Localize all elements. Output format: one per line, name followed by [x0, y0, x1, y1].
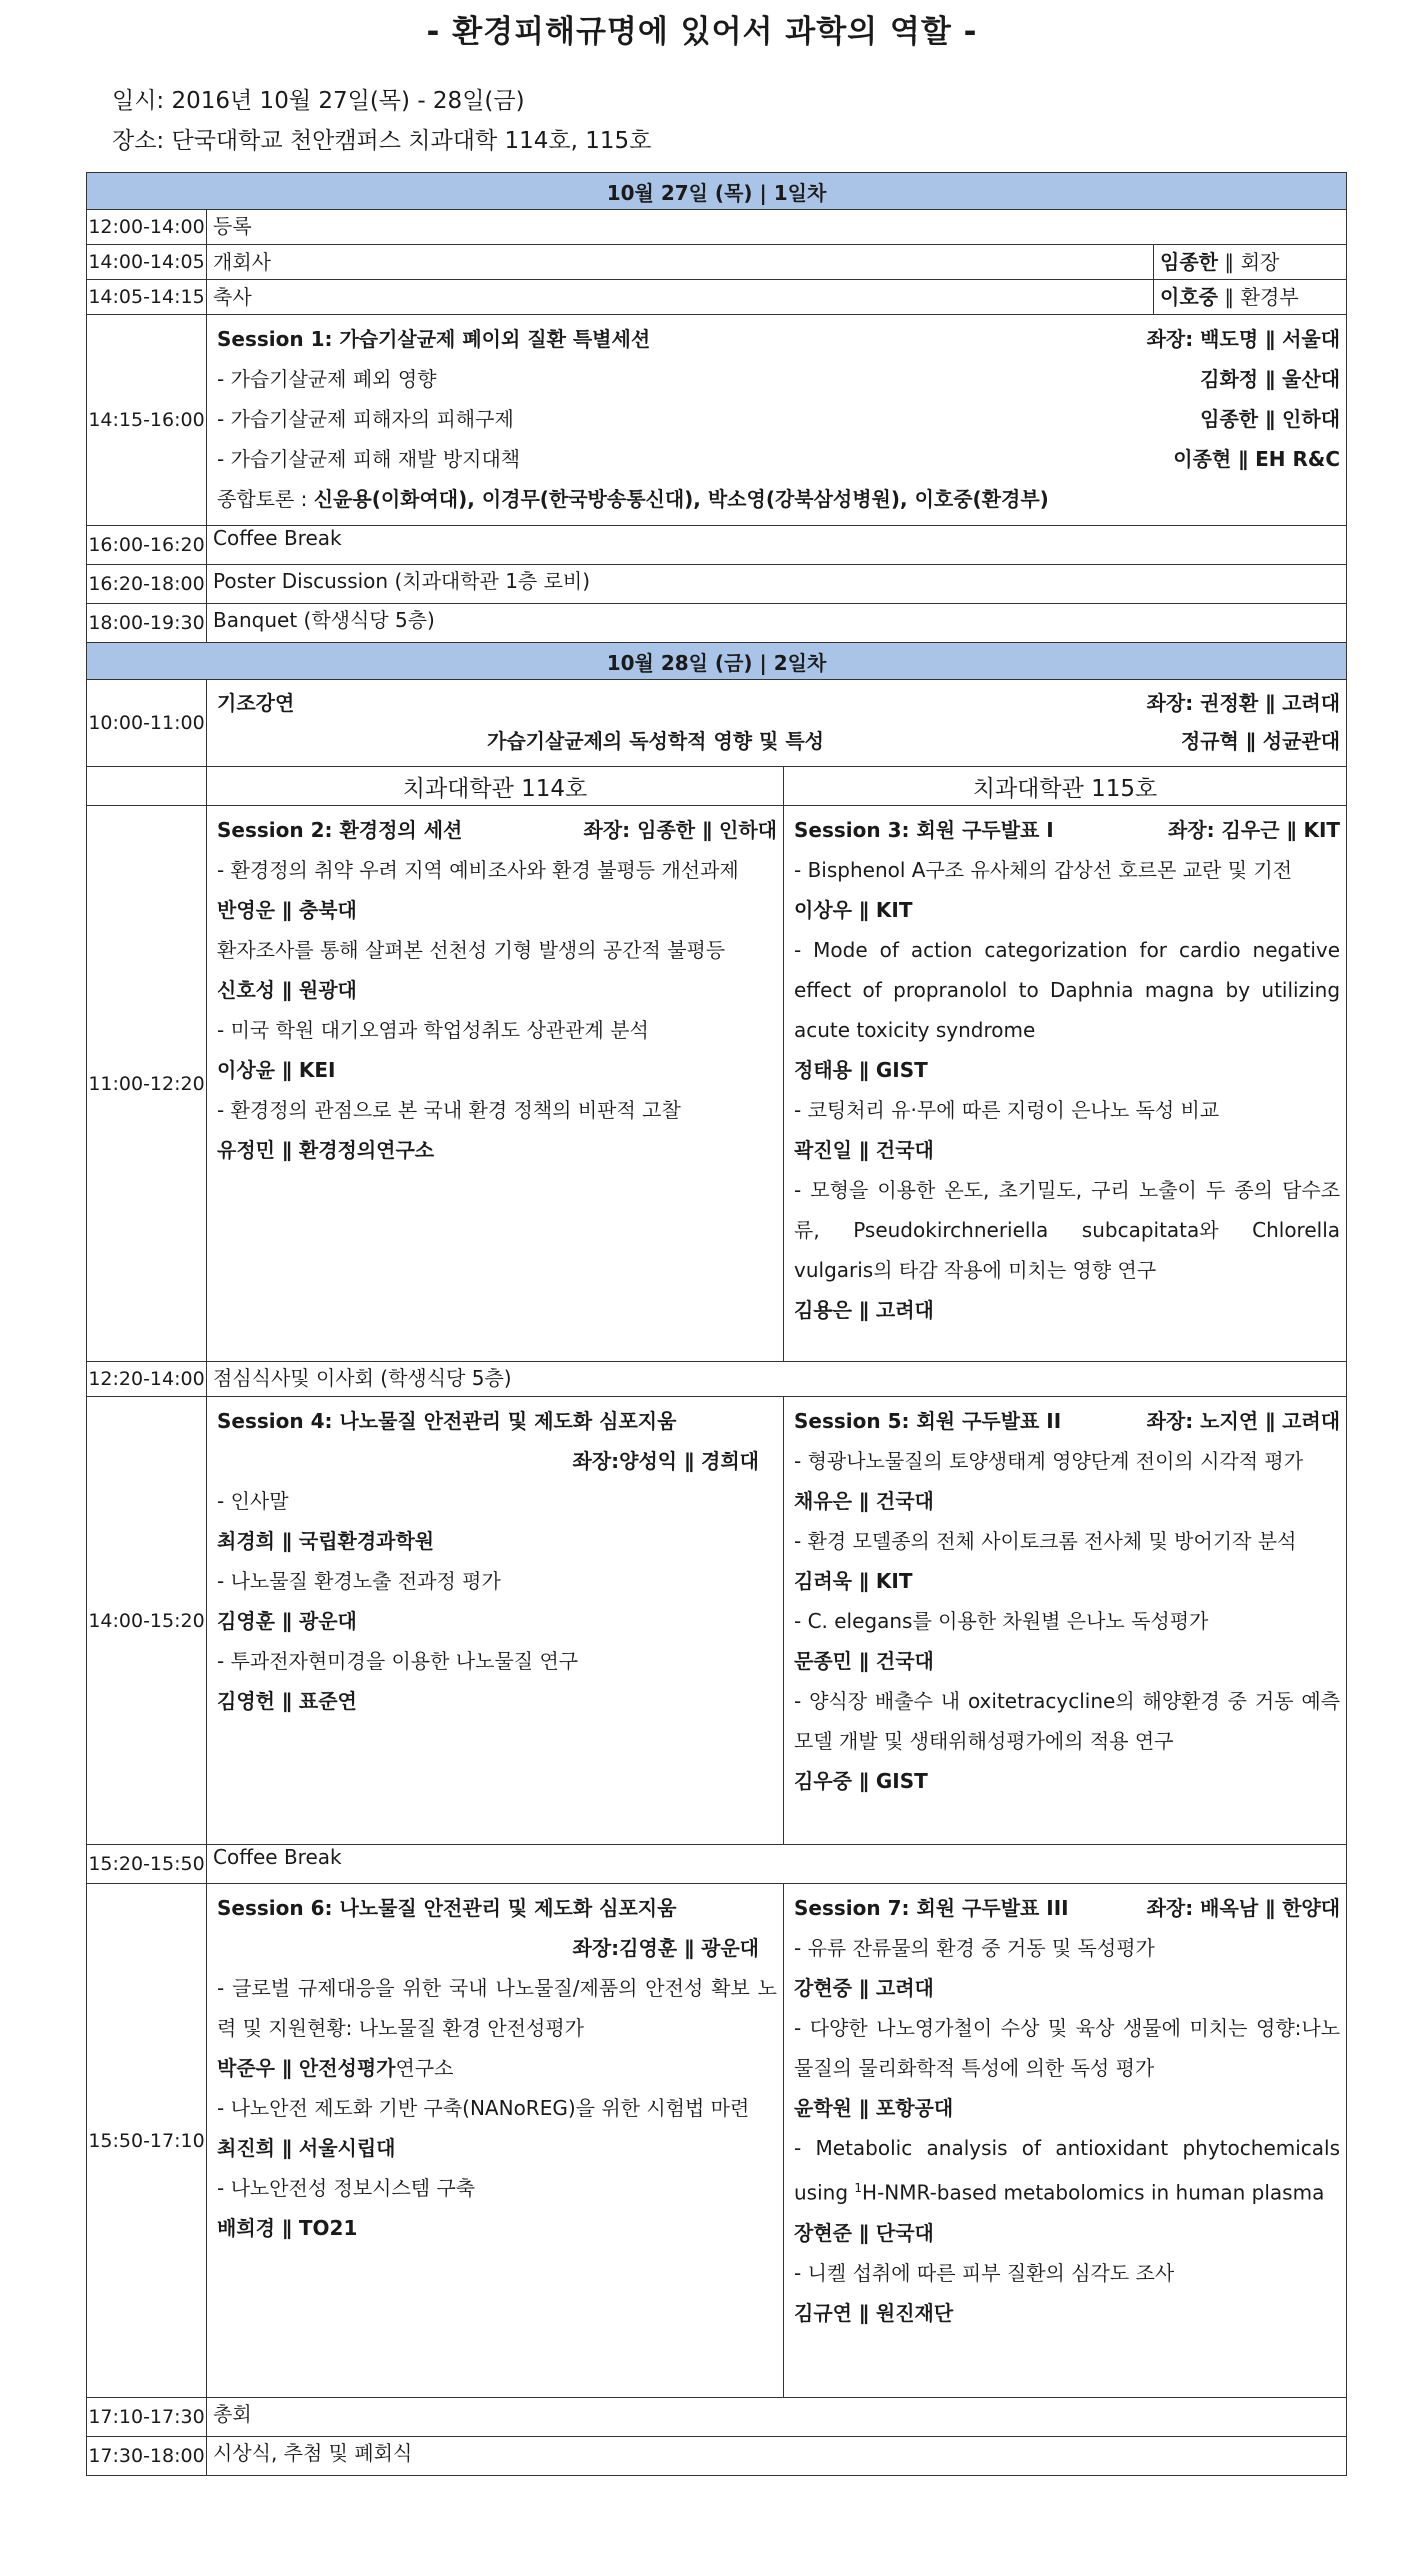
agenda-cell	[207, 280, 1347, 315]
keynote-cell	[207, 680, 1347, 767]
time-cell: 15:20-15:50	[87, 1845, 207, 1884]
discussion-panel: 신윤용(이화여대), 이경무(한국방송통신대), 박소영(강북삼성병원), 이호중(환경부)	[313, 487, 1049, 511]
speaker-name: 임종한	[1160, 250, 1218, 274]
session-title: Session 2: 환경정의 세션	[217, 818, 463, 842]
talk-speaker: 강현중 ∥ 고려대	[794, 1976, 934, 2000]
talk-speaker: 유정민 ∥ 환경정의연구소	[217, 1138, 435, 1162]
talk-speaker: 최진희 ∥ 서울시립대	[217, 2136, 396, 2160]
session-chair: 좌장: 김우근 ∥ KIT	[1167, 818, 1341, 842]
talk-topic-sup: 1	[854, 2181, 863, 2195]
table-row	[87, 280, 1347, 315]
room-115: 치과대학관 115호	[784, 767, 1347, 806]
talk-topic: - 투과전자현미경을 이용한 나노물질 연구	[217, 1649, 579, 1673]
talk-speaker: 임종한 ∥ 인하대	[1200, 407, 1341, 431]
session-row	[87, 1884, 1347, 2398]
speaker	[1153, 245, 1340, 279]
session-chair: 좌장: 노지연 ∥ 고려대	[1146, 1409, 1341, 1433]
session-row	[87, 806, 1347, 1362]
talk-topic: - C. elegans를 이용한 차원별 은나노 독성평가	[794, 1609, 1209, 1633]
speaker-role: ∥ 회장	[1218, 250, 1280, 274]
talk-topic: - 가습기살균제 피해자의 피해구제	[217, 407, 514, 431]
session7-cell	[784, 1884, 1347, 2398]
rooms-row	[87, 767, 1347, 806]
program-table	[86, 172, 1347, 2476]
talk-topic: - 환경정의 관점으로 본 국내 환경 정책의 비판적 고찰	[217, 1098, 681, 1122]
session3-cell	[784, 806, 1347, 1362]
talk-topic-pre: - Metabolic analysis of antioxidant phytochemicals using	[794, 2136, 1341, 2205]
talk-speaker-suffix: 연구소	[395, 2056, 454, 2080]
talk-speaker: 김우중 ∥ GIST	[794, 1769, 928, 1793]
talk-speaker: 박준우 ∥ 안전성평가	[217, 2056, 396, 2080]
talk-speaker: 김규연 ∥ 원진재단	[794, 2300, 954, 2325]
table-row	[87, 526, 1347, 565]
agenda-cell	[207, 245, 1347, 280]
keynote-row	[87, 680, 1347, 767]
time-cell: 17:30-18:00	[87, 2437, 207, 2476]
session5-cell	[784, 1397, 1347, 1845]
keynote-speaker: 정규혁 ∥ 성균관대	[1180, 729, 1341, 753]
talk-topic: - 환경 모델종의 전체 사이토크롬 전사체 및 방어기작 분석	[794, 1529, 1297, 1553]
session-chair: 좌장: 배옥남 ∥ 한양대	[1146, 1896, 1341, 1920]
talk-topic: - Mode of action categorization for cardio negative effect of propranolol to Daphnia magna by utilizing acute toxicity syndrome	[794, 938, 1341, 1042]
keynote-label: 기조강연	[217, 691, 295, 715]
time-cell: 14:05-14:15	[87, 280, 207, 315]
talk-speaker: 신호성 ∥ 원광대	[217, 978, 357, 1002]
time-cell: 11:00-12:20	[87, 806, 207, 1362]
session-title: Session 7: 회원 구두발표 III	[794, 1896, 1069, 1920]
talk-topic: - 가습기살균제 피해 재발 방지대책	[217, 447, 521, 471]
event-date: 일시: 2016년 10월 27일(목) - 28일(금)	[112, 88, 525, 114]
session-title: Session 4: 나노물질 안전관리 및 제도화 심포지움	[217, 1409, 677, 1433]
talk-topic: - 가습기살균제 폐외 영향	[217, 367, 437, 391]
talk-topic-post: H-NMR-based metabolomics in human plasma	[862, 2180, 1325, 2205]
talk-topic: - 나노안전성 정보시스템 구축	[217, 2176, 476, 2200]
talk-speaker: 배희경 ∥ TO21	[217, 2216, 358, 2240]
time-cell: 16:00-16:20	[87, 526, 207, 565]
talk-speaker: 장현준 ∥ 단국대	[794, 2220, 934, 2245]
talk-topic: - 미국 학원 대기오염과 학업성취도 상관관계 분석	[217, 1018, 649, 1042]
time-cell: 14:15-16:00	[87, 315, 207, 526]
agenda-cell: 시상식, 추첨 및 폐회식	[207, 2437, 1347, 2476]
session6-cell	[207, 1884, 784, 2398]
event-place: 장소: 단국대학교 천안캠퍼스 치과대학 114호, 115호	[112, 128, 652, 154]
page-title: - 환경피해규명에 있어서 과학의 역할 -	[426, 14, 978, 50]
time-cell: 10:00-11:00	[87, 680, 207, 767]
time-cell: 12:20-14:00	[87, 1362, 207, 1397]
day2-header: 10월 28일 (금) | 2일차	[87, 643, 1347, 680]
agenda-cell: 총회	[207, 2398, 1347, 2437]
talk-topic: - Bisphenol A구조 유사체의 갑상선 호르몬 교란 및 기전	[794, 858, 1293, 882]
keynote-talk: 가습기살균제의 독성학적 영향 및 특성	[487, 729, 824, 753]
session-title: Session 6: 나노물질 안전관리 및 제도화 심포지움	[217, 1896, 677, 1920]
talk-topic: - 양식장 배출수 내 oxitetracycline의 해양환경 중 거동 예측 모델 개발 및 생태위해성평가에의 적용 연구	[794, 1689, 1341, 1753]
time-cell: 12:00-14:00	[87, 210, 207, 245]
speaker	[1153, 280, 1340, 314]
session-chair: 좌장:양성익 ∥ 경희대	[572, 1449, 759, 1473]
day1-header: 10월 27일 (목) | 1일차	[87, 173, 1347, 210]
talk-speaker: 윤학원 ∥ 포항공대	[794, 2096, 954, 2120]
talk-topic: - 다양한 나노영가철이 수상 및 육상 생물에 미치는 영향:나노물질의 물리화학적 특성에 의한 독성 평가	[794, 2016, 1341, 2080]
agenda-cell: Coffee Break	[207, 1845, 1347, 1884]
agenda-cell: 등록	[207, 210, 1347, 245]
session-chair: 좌장:김영훈 ∥ 광운대	[572, 1936, 759, 1960]
talk-topic: - 인사말	[217, 1489, 289, 1513]
talk-speaker: 김용은 ∥ 고려대	[794, 1298, 934, 1322]
agenda-cell: Coffee Break	[207, 526, 1347, 565]
keynote-chair: 좌장: 권정환 ∥ 고려대	[1146, 691, 1341, 715]
session-row	[87, 1397, 1347, 1845]
table-row	[87, 1845, 1347, 1884]
talk-speaker: 이상윤 ∥ KEI	[217, 1058, 336, 1082]
talk-topic: - 니켈 섭취에 따른 피부 질환의 심각도 조사	[794, 2260, 1175, 2285]
talk-topic: - 환경정의 취약 우려 지역 예비조사와 환경 불평등 개선과제	[217, 858, 739, 882]
talk-topic	[794, 2128, 1340, 2213]
empty-cell	[87, 767, 207, 806]
table-row	[87, 2398, 1347, 2437]
session-chair: 좌장: 임종한 ∥ 인하대	[583, 818, 777, 842]
table-row	[87, 210, 1347, 245]
talk-speaker: 정태용 ∥ GIST	[794, 1058, 928, 1082]
session-title: Session 5: 회원 구두발표 II	[794, 1409, 1062, 1433]
talk-topic: - 형광나노물질의 토양생태계 영양단계 전이의 시각적 평가	[794, 1449, 1304, 1473]
talk-speaker: 곽진일 ∥ 건국대	[794, 1138, 934, 1162]
talk-speaker: 채유은 ∥ 건국대	[794, 1489, 934, 1513]
talk-topic: - 글로벌 규제대응을 위한 국내 나노물질/제품의 안전성 확보 노력 및 지원현황: 나노물질 환경 안전성평가	[217, 1976, 777, 2040]
talk-speaker: 김려욱 ∥ KIT	[794, 1569, 913, 1593]
session4-cell	[207, 1397, 784, 1845]
talk-speaker: 이종현 ∥ EH R&C	[1173, 447, 1341, 471]
agenda-cell: 점심식사및 이사회 (학생식당 5층)	[207, 1362, 1347, 1397]
talk-speaker: 문종민 ∥ 건국대	[794, 1649, 934, 1673]
talk-topic: - 모형을 이용한 온도, 초기밀도, 구리 노출이 두 종의 담수조류, Pseudokirchneriella subcapitata와 Chlorella vulgaris의 타감 작용에 미치는 영향 연구	[794, 1178, 1341, 1282]
speaker-name: 이호중	[1160, 285, 1218, 309]
table-row	[87, 604, 1347, 643]
agenda-cell: Poster Discussion (치과대학관 1층 로비)	[207, 565, 1347, 604]
session1-cell	[207, 315, 1347, 526]
time-cell: 16:20-18:00	[87, 565, 207, 604]
time-cell: 17:10-17:30	[87, 2398, 207, 2437]
time-cell: 18:00-19:30	[87, 604, 207, 643]
talk-topic: - 나노물질 환경노출 전과정 평가	[217, 1569, 501, 1593]
time-cell: 14:00-15:20	[87, 1397, 207, 1845]
session-title: Session 3: 회원 구두발표 I	[794, 818, 1054, 842]
time-cell: 14:00-14:05	[87, 245, 207, 280]
room-114: 치과대학관 114호	[207, 767, 784, 806]
table-row	[87, 2437, 1347, 2476]
talk-topic: - 유류 잔류물의 환경 중 거동 및 독성평가	[794, 1936, 1155, 1960]
table-row	[87, 565, 1347, 604]
agenda-text: 축사	[213, 285, 252, 309]
talk-topic: 환자조사를 통해 살펴본 선천성 기형 발생의 공간적 불평등	[217, 938, 726, 962]
talk-speaker: 최경희 ∥ 국립환경과학원	[217, 1529, 435, 1553]
talk-speaker: 김영훈 ∥ 광운대	[217, 1609, 357, 1633]
agenda-cell: Banquet (학생식당 5층)	[207, 604, 1347, 643]
talk-speaker: 김화정 ∥ 울산대	[1200, 367, 1341, 391]
session2-cell	[207, 806, 784, 1362]
session-row	[87, 315, 1347, 526]
agenda-text: 개회사	[213, 250, 271, 274]
table-row	[87, 245, 1347, 280]
talk-topic: - 나노안전 제도화 기반 구축(NANoREG)을 위한 시험법 마련	[217, 2096, 750, 2120]
talk-speaker: 반영운 ∥ 충북대	[217, 898, 357, 922]
speaker-role: ∥ 환경부	[1218, 285, 1299, 309]
time-cell: 15:50-17:10	[87, 1884, 207, 2398]
talk-speaker: 이상우 ∥ KIT	[794, 898, 913, 922]
talk-topic: - 코팅처리 유·무에 따른 지렁이 은나노 독성 비교	[794, 1098, 1220, 1122]
session-chair: 좌장: 백도명 ∥ 서울대	[1146, 327, 1341, 351]
discussion-label: 종합토론 :	[217, 487, 314, 511]
session-title: Session 1: 가습기살균제 폐이외 질환 특별세션	[217, 327, 651, 351]
table-row	[87, 1362, 1347, 1397]
talk-speaker: 김영헌 ∥ 표준연	[217, 1689, 357, 1713]
